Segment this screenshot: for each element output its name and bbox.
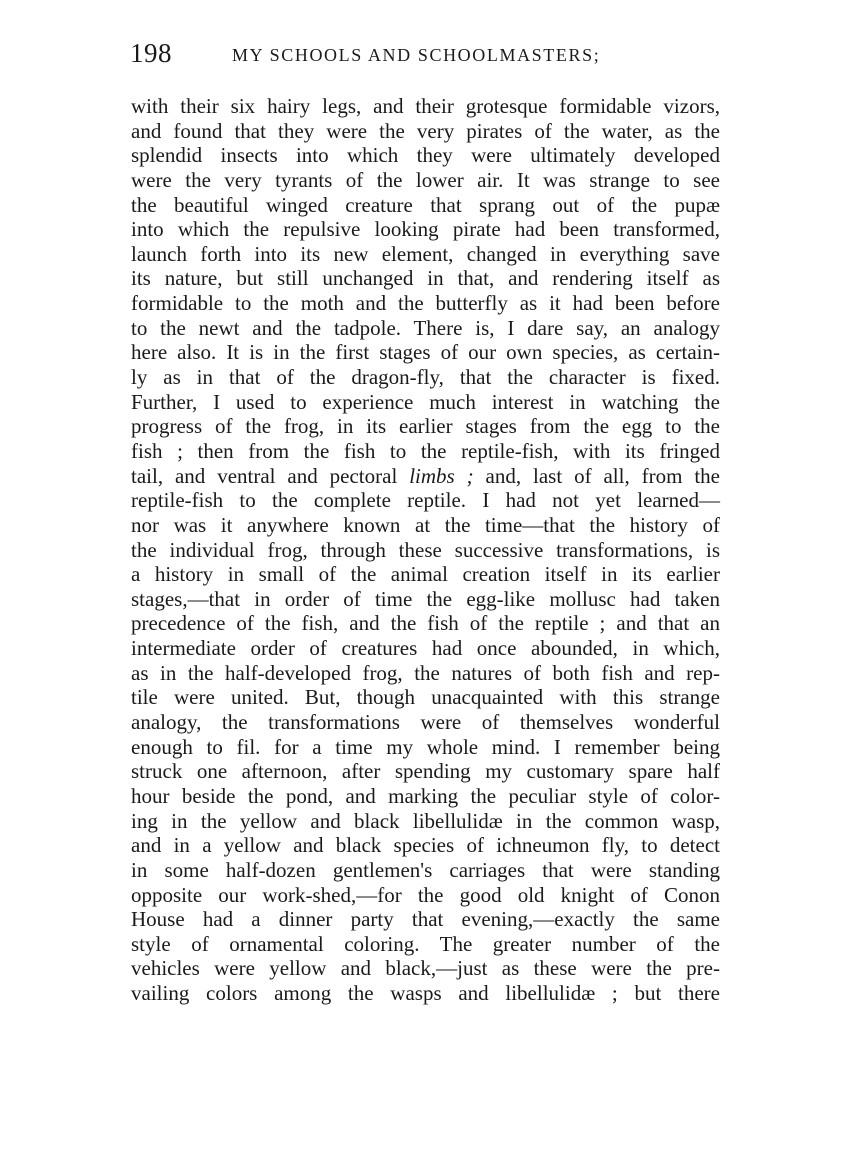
text-line: splendid insects into which they were ultimately developed (131, 143, 720, 168)
italic-text: limbs ; (409, 463, 474, 488)
text-line: stages,—that in order of time the egg-like mollusc had taken (131, 586, 720, 611)
text-line: ly as in that of the dragon-fly, that the character is fixed. (131, 365, 720, 390)
text-line: vailing colors among the wasps and libellulidæ ; but there (131, 981, 720, 1006)
text-line: opposite our work-shed,—for the good old knight of Conon (131, 882, 720, 907)
text-line: to the newt and the tadpole. There is, I dare say, an analogy (131, 315, 720, 340)
text-line: style of ornamental coloring. The greater number of the (131, 931, 720, 956)
text-line: launch forth into its new element, changed in everything save (131, 241, 720, 266)
text-line: were the very tyrants of the lower air. It was strange to see (131, 167, 720, 192)
text-line: hour beside the pond, and marking the peculiar style of color- (131, 783, 720, 808)
text-line: formidable to the moth and the butterfly as it had been before (131, 291, 720, 316)
text-line: in some half-dozen gentlemen's carriages that were standing (131, 857, 720, 882)
text-line: as in the half-developed frog, the natures of both fish and rep- (131, 660, 720, 685)
text-line: vehicles were yellow and black,—just as these were the pre- (131, 956, 720, 981)
text-line: enough to fil. for a time my whole mind. I remember being (131, 734, 720, 759)
text-line: progress of the frog, in its earlier stages from the egg to the (131, 414, 720, 439)
text-line: with their six hairy legs, and their grotesque formidable vizors, (131, 94, 720, 118)
running-head-title: MY SCHOOLS AND SCHOOLMASTERS; (232, 45, 601, 65)
text-line: tile were united. But, though unacquainted with this strange (131, 685, 720, 710)
text-line: intermediate order of creatures had once abounded, in which, (131, 636, 720, 661)
text-line: and found that they were the very pirates of the water, as the (131, 118, 720, 143)
text-line: reptile-fish to the complete reptile. I had not yet learned— (131, 488, 720, 513)
text-line: struck one afternoon, after spending my customary spare half (131, 759, 720, 784)
text-line: and in a yellow and black species of ichneumon fly, to detect (131, 833, 720, 858)
body-text (131, 94, 720, 1006)
text-line: into which the repulsive looking pirate had been transformed, (131, 217, 720, 242)
text-line: a history in small of the animal creation itself in its earlier (131, 562, 720, 587)
text-line: tail, and ventral and pectoral limbs ; and, last of all, from the (131, 463, 720, 488)
running-head (130, 38, 730, 78)
text-line: analogy, the transformations were of themselves wonderful (131, 710, 720, 735)
text-line: here also. It is in the first stages of our own species, as certain- (131, 340, 720, 365)
text-line: its nature, but still unchanged in that, and rendering itself as (131, 266, 720, 291)
text-line: the beautiful winged creature that sprang out of the pupæ (131, 192, 720, 217)
text-line: ing in the yellow and black libellulidæ in the common wasp, (131, 808, 720, 833)
page-number: 198 (130, 38, 172, 68)
text-line: nor was it anywhere known at the time—that the history of (131, 512, 720, 537)
text-line: the individual frog, through these successive transformations, is (131, 537, 720, 562)
text-line: fish ; then from the fish to the reptile-fish, with its fringed (131, 438, 720, 463)
text-line: House had a dinner party that evening,—exactly the same (131, 907, 720, 932)
text-line: precedence of the fish, and the fish of the reptile ; and that an (131, 611, 720, 636)
text-line: Further, I used to experience much interest in watching the (131, 389, 720, 414)
